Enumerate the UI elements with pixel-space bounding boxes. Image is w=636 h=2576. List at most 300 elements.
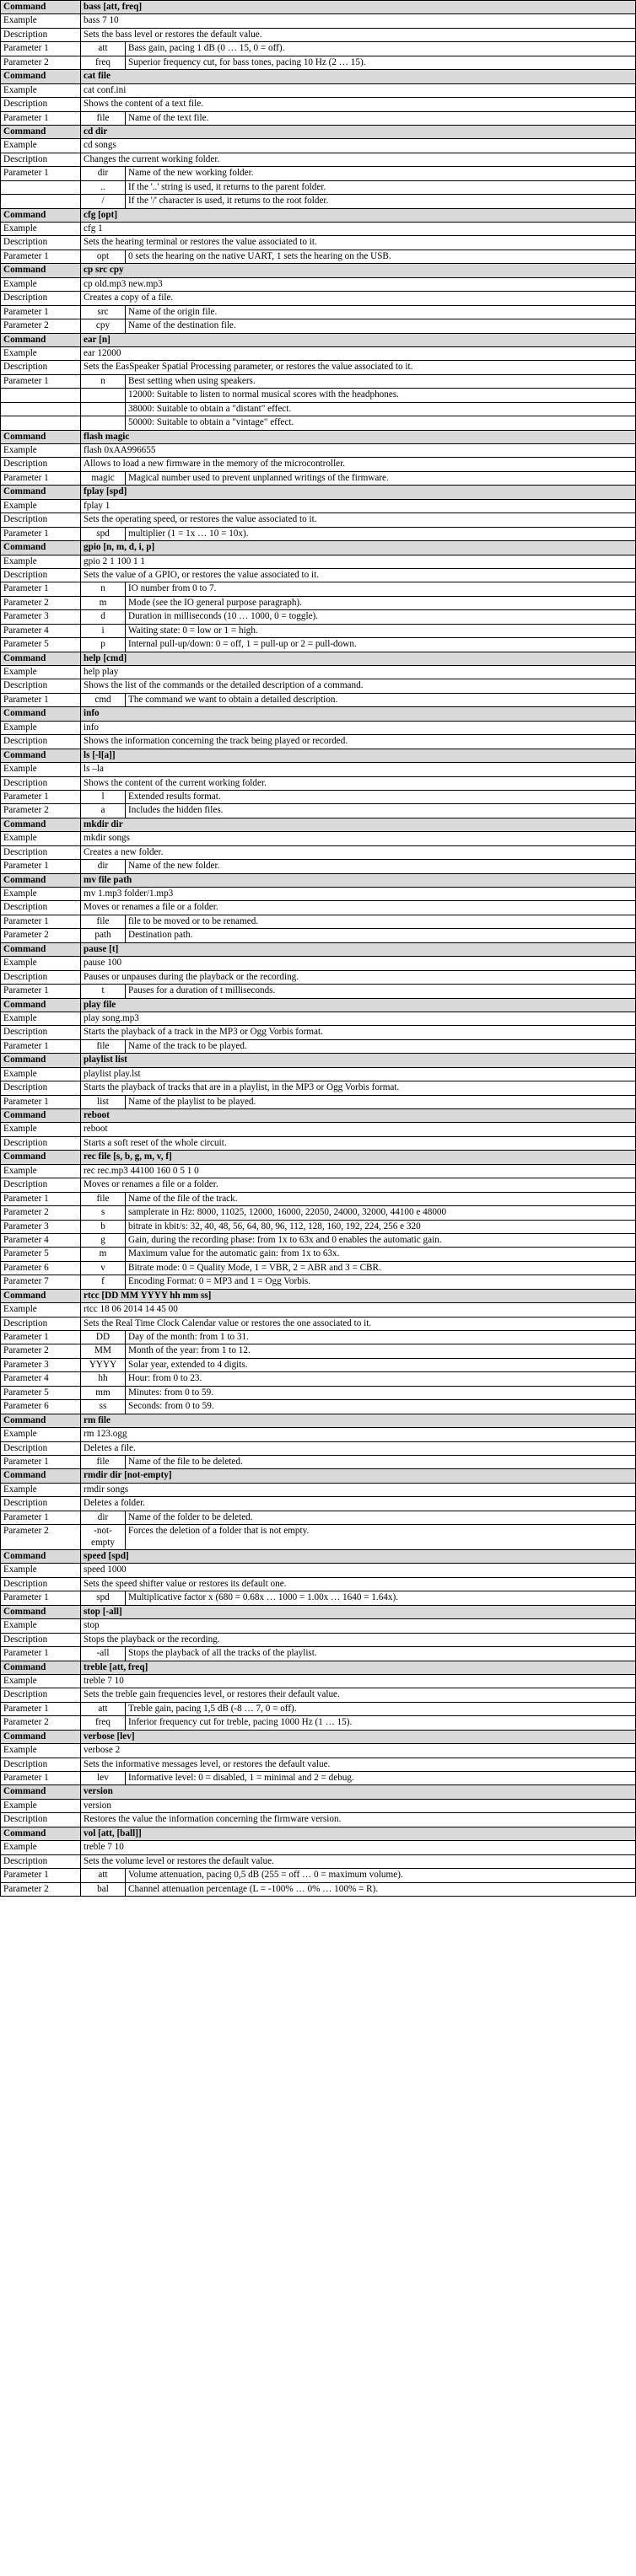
parameter-label: Parameter 6 xyxy=(1,1261,81,1275)
parameter-name: m xyxy=(81,596,126,609)
parameter-row xyxy=(1,1344,636,1358)
example-label: Example xyxy=(1,83,81,97)
parameter-row xyxy=(1,374,636,388)
parameter-row xyxy=(1,1220,636,1233)
parameter-description: Name of the destination file. xyxy=(126,319,636,333)
command-header-row xyxy=(1,652,636,665)
example-value: verbose 2 xyxy=(81,1744,636,1758)
parameter-row xyxy=(1,1525,636,1550)
command-header-row xyxy=(1,430,636,443)
command-syntax: cp src cpy xyxy=(81,264,636,277)
parameter-name: ss xyxy=(81,1400,126,1414)
command-label: Command xyxy=(1,1,81,14)
description-label: Description xyxy=(1,1854,81,1868)
parameter-name: t xyxy=(81,985,126,998)
command-header-row xyxy=(1,1730,636,1743)
example-label: Example xyxy=(1,1067,81,1081)
command-syntax: play file xyxy=(81,998,636,1012)
example-value: stop xyxy=(81,1619,636,1633)
example-label: Example xyxy=(1,1303,81,1317)
parameter-name: n xyxy=(81,582,126,596)
parameter-label: Parameter 1 xyxy=(1,915,81,928)
parameter-row xyxy=(1,471,636,485)
parameter-label: Parameter 2 xyxy=(1,1882,81,1896)
command-header-row xyxy=(1,749,636,762)
description-row xyxy=(1,1178,636,1192)
command-syntax: vol [att, [ball]] xyxy=(81,1827,636,1840)
description-row xyxy=(1,458,636,471)
description-value: Creates a new folder. xyxy=(81,845,636,859)
example-value: playlist play.lst xyxy=(81,1067,636,1081)
command-label: Command xyxy=(1,1550,81,1564)
parameter-name: att xyxy=(81,1869,126,1882)
parameter-description: Month of the year: from 1 to 12. xyxy=(126,1344,636,1358)
command-label: Command xyxy=(1,707,81,721)
parameter-description: Name of the file to be deleted. xyxy=(126,1455,636,1468)
command-syntax: cfg [opt] xyxy=(81,208,636,222)
parameter-row xyxy=(1,250,636,263)
example-row xyxy=(1,666,636,679)
parameter-label: Parameter 3 xyxy=(1,1220,81,1233)
parameter-description: multiplier (1 = 1x … 10 = 10x). xyxy=(126,527,636,540)
example-row xyxy=(1,499,636,513)
parameter-row xyxy=(1,1386,636,1399)
parameter-label: Parameter 1 xyxy=(1,693,81,706)
description-row xyxy=(1,1441,636,1455)
description-value: Deletes a folder. xyxy=(81,1497,636,1511)
parameter-label: Parameter 1 xyxy=(1,1591,81,1605)
command-header-row xyxy=(1,998,636,1012)
example-value: fplay 1 xyxy=(81,499,636,513)
example-row xyxy=(1,1428,636,1441)
parameter-name: cpy xyxy=(81,319,126,333)
description-label: Description xyxy=(1,1758,81,1771)
example-label: Example xyxy=(1,555,81,568)
description-row xyxy=(1,970,636,984)
command-header-row xyxy=(1,707,636,721)
parameter-name: file xyxy=(81,1455,126,1468)
parameter-label: Parameter 5 xyxy=(1,1386,81,1399)
command-header-row xyxy=(1,264,636,277)
parameter-row xyxy=(1,1095,636,1108)
parameter-name: / xyxy=(81,195,126,208)
parameter-description: Solar year, extended to 4 digits. xyxy=(126,1358,636,1371)
parameter-row xyxy=(1,638,636,652)
parameter-name: -not-empty xyxy=(81,1525,126,1550)
description-value: Shows the information concerning the track being played or recorded. xyxy=(81,735,636,749)
description-row xyxy=(1,901,636,915)
parameter-name: l xyxy=(81,790,126,803)
command-header-row xyxy=(1,1605,636,1618)
parameter-name: n xyxy=(81,374,126,388)
parameter-description: Extended results format. xyxy=(126,790,636,803)
parameter-label: Parameter 1 xyxy=(1,1511,81,1524)
command-syntax: help [cmd] xyxy=(81,652,636,665)
example-label: Example xyxy=(1,957,81,970)
parameter-description: Hour: from 0 to 23. xyxy=(126,1372,636,1386)
description-row xyxy=(1,153,636,166)
example-label: Example xyxy=(1,1164,81,1178)
parameter-name: path xyxy=(81,929,126,942)
parameter-description: IO number from 0 to 7. xyxy=(126,582,636,596)
parameter-label: Parameter 5 xyxy=(1,638,81,652)
description-value: Sets the bass level or restores the default value. xyxy=(81,28,636,41)
example-row xyxy=(1,888,636,901)
parameter-row xyxy=(1,180,636,194)
command-label: Command xyxy=(1,1469,81,1483)
parameter-description: Name of the new working folder. xyxy=(126,167,636,180)
parameter-description: Name of the file of the track. xyxy=(126,1192,636,1205)
parameter-description: Magical number used to prevent unplanned writings of the firmware. xyxy=(126,471,636,485)
example-value: cd songs xyxy=(81,139,636,153)
parameter-description: Encoding Format: 0 = MP3 and 1 = Ogg Vorbis. xyxy=(126,1275,636,1289)
example-value: mv 1.mp3 folder/1.mp3 xyxy=(81,888,636,901)
description-row xyxy=(1,1577,636,1591)
description-row xyxy=(1,735,636,749)
parameter-name xyxy=(81,416,126,430)
description-value: Starts a soft reset of the whole circuit. xyxy=(81,1136,636,1150)
example-row xyxy=(1,1619,636,1633)
parameter-description: file to be moved or to be renamed. xyxy=(126,915,636,928)
command-label: Command xyxy=(1,125,81,138)
command-label: Command xyxy=(1,486,81,499)
command-syntax: cd dir xyxy=(81,125,636,138)
parameter-name: bal xyxy=(81,1882,126,1896)
command-syntax: treble [att, freq] xyxy=(81,1661,636,1674)
command-header-row xyxy=(1,942,636,956)
description-value: Starts the playback of tracks that are in a playlist, in the MP3 or Ogg Vorbis format. xyxy=(81,1081,636,1095)
parameter-description: Stops the playback of all the tracks of the playlist. xyxy=(126,1647,636,1661)
description-row xyxy=(1,1317,636,1330)
parameter-description: Name of the folder to be deleted. xyxy=(126,1511,636,1524)
example-label: Example xyxy=(1,1564,81,1577)
description-label: Description xyxy=(1,1577,81,1591)
parameter-description: 0 sets the hearing on the native UART, 1 sets the hearing on the USB. xyxy=(126,250,636,263)
description-label: Description xyxy=(1,1688,81,1702)
parameter-name: i xyxy=(81,624,126,637)
description-value: Sets the value of a GPIO, or restores the value associated to it. xyxy=(81,568,636,582)
command-syntax: mkdir dir xyxy=(81,818,636,831)
parameter-description: Best setting when using speakers. xyxy=(126,374,636,388)
parameter-row xyxy=(1,389,636,402)
parameter-row xyxy=(1,1647,636,1661)
parameter-name: opt xyxy=(81,250,126,263)
parameter-row xyxy=(1,42,636,56)
command-syntax: ls [-l[a]] xyxy=(81,749,636,762)
command-header-row xyxy=(1,1469,636,1483)
parameter-name: f xyxy=(81,1275,126,1289)
parameter-name: DD xyxy=(81,1331,126,1344)
parameter-description: Name of the playlist to be played. xyxy=(126,1095,636,1108)
parameter-description: Bass gain, pacing 1 dB (0 … 15, 0 = off). xyxy=(126,42,636,56)
description-value: Restores the value the information concerning the firmware version. xyxy=(81,1813,636,1827)
command-syntax: playlist list xyxy=(81,1054,636,1067)
command-header-row xyxy=(1,1827,636,1840)
command-header-row xyxy=(1,1151,636,1164)
parameter-label: Parameter 1 xyxy=(1,111,81,125)
example-label: Example xyxy=(1,346,81,360)
command-syntax: reboot xyxy=(81,1109,636,1123)
command-label: Command xyxy=(1,873,81,887)
description-label: Description xyxy=(1,1178,81,1192)
parameter-description: Maximum value for the automatic gain: from 1x to 63x. xyxy=(126,1248,636,1261)
example-value: rtcc 18 06 2014 14 45 00 xyxy=(81,1303,636,1317)
description-row xyxy=(1,568,636,582)
parameter-name: v xyxy=(81,1261,126,1275)
description-label: Description xyxy=(1,98,81,111)
description-row xyxy=(1,1854,636,1868)
parameter-name: att xyxy=(81,42,126,56)
parameter-label: Parameter 1 xyxy=(1,374,81,388)
parameter-name: list xyxy=(81,1095,126,1108)
parameter-label: Parameter 2 xyxy=(1,1525,81,1550)
example-value: rec rec.mp3 44100 160 0 5 1 0 xyxy=(81,1164,636,1178)
parameter-name: a xyxy=(81,804,126,818)
command-syntax: stop [-all] xyxy=(81,1605,636,1618)
command-syntax: rec file [s, b, g, m, v, f] xyxy=(81,1151,636,1164)
parameter-row xyxy=(1,1400,636,1414)
parameter-name: att xyxy=(81,1702,126,1715)
parameter-label xyxy=(1,402,81,416)
example-label: Example xyxy=(1,1841,81,1854)
parameter-description: If the '/' character is used, it returns to the root folder. xyxy=(126,195,636,208)
parameter-label: Parameter 2 xyxy=(1,319,81,333)
description-label: Description xyxy=(1,845,81,859)
description-value: Sets the EasSpeaker Spatial Processing parameter, or restores the value associated to it. xyxy=(81,361,636,374)
parameter-label: Parameter 2 xyxy=(1,1716,81,1730)
command-label: Command xyxy=(1,333,81,346)
parameter-label: Parameter 1 xyxy=(1,1869,81,1882)
example-row xyxy=(1,277,636,291)
parameter-label: Parameter 4 xyxy=(1,1233,81,1247)
command-label: Command xyxy=(1,652,81,665)
description-row xyxy=(1,1633,636,1646)
parameter-label: Parameter 4 xyxy=(1,1372,81,1386)
command-header-row xyxy=(1,208,636,222)
command-label: Command xyxy=(1,942,81,956)
example-value: cfg 1 xyxy=(81,223,636,236)
parameter-description: Superior frequency cut, for bass tones, pacing 10 Hz (2 … 15). xyxy=(126,56,636,69)
description-value: Allows to load a new firmware in the memory of the microcontroller. xyxy=(81,458,636,471)
parameter-label: Parameter 1 xyxy=(1,1455,81,1468)
parameter-description: Name of the origin file. xyxy=(126,305,636,319)
example-row xyxy=(1,832,636,845)
description-label: Description xyxy=(1,236,81,250)
command-header-row xyxy=(1,1414,636,1427)
parameter-row xyxy=(1,1248,636,1261)
example-value: flash 0xAA996655 xyxy=(81,444,636,458)
description-row xyxy=(1,1026,636,1039)
command-syntax: bass [att, freq] xyxy=(81,1,636,14)
description-value: Creates a copy of a file. xyxy=(81,292,636,305)
example-label: Example xyxy=(1,277,81,291)
command-syntax: rtcc [DD MM YYYY hh mm ss] xyxy=(81,1289,636,1302)
parameter-label: Parameter 1 xyxy=(1,167,81,180)
parameter-description: Forces the deletion of a folder that is not empty. xyxy=(126,1525,636,1550)
command-syntax: speed [spd] xyxy=(81,1550,636,1564)
example-label: Example xyxy=(1,1428,81,1441)
command-syntax: mv file path xyxy=(81,873,636,887)
example-row xyxy=(1,1067,636,1081)
example-value: rmdir songs xyxy=(81,1483,636,1496)
description-row xyxy=(1,1081,636,1095)
example-row xyxy=(1,1483,636,1496)
description-row xyxy=(1,776,636,790)
example-value: gpio 2 1 100 1 1 xyxy=(81,555,636,568)
example-label: Example xyxy=(1,763,81,776)
parameter-label: Parameter 4 xyxy=(1,624,81,637)
command-syntax: version xyxy=(81,1785,636,1799)
parameter-row xyxy=(1,1358,636,1371)
description-value: Sets the operating speed, or restores the value associated to it. xyxy=(81,513,636,527)
example-label: Example xyxy=(1,499,81,513)
parameter-label: Parameter 2 xyxy=(1,929,81,942)
parameter-row xyxy=(1,1261,636,1275)
parameter-name: spd xyxy=(81,527,126,540)
command-label: Command xyxy=(1,208,81,222)
parameter-row xyxy=(1,1591,636,1605)
example-label: Example xyxy=(1,721,81,734)
parameter-row xyxy=(1,1275,636,1289)
command-syntax: rm file xyxy=(81,1414,636,1427)
example-label: Example xyxy=(1,1483,81,1496)
example-row xyxy=(1,721,636,734)
parameter-row xyxy=(1,1882,636,1896)
parameter-row xyxy=(1,195,636,208)
parameter-label: Parameter 2 xyxy=(1,596,81,609)
example-label: Example xyxy=(1,1799,81,1812)
example-value: pause 100 xyxy=(81,957,636,970)
parameter-row xyxy=(1,402,636,416)
parameter-row xyxy=(1,1206,636,1220)
command-label: Command xyxy=(1,1605,81,1618)
command-label: Command xyxy=(1,1414,81,1427)
example-row xyxy=(1,1164,636,1178)
command-header-row xyxy=(1,1785,636,1799)
parameter-name: magic xyxy=(81,471,126,485)
example-label: Example xyxy=(1,1123,81,1136)
command-header-row xyxy=(1,486,636,499)
command-header-row xyxy=(1,333,636,346)
parameter-description: Inferior frequency cut for treble, pacing 1000 Hz (1 … 15). xyxy=(126,1716,636,1730)
description-label: Description xyxy=(1,1136,81,1150)
command-header-row xyxy=(1,1109,636,1123)
description-label: Description xyxy=(1,513,81,527)
parameter-name: spd xyxy=(81,1591,126,1605)
description-row xyxy=(1,236,636,250)
parameter-row xyxy=(1,624,636,637)
example-row xyxy=(1,346,636,360)
description-label: Description xyxy=(1,1317,81,1330)
description-row xyxy=(1,1497,636,1511)
parameter-row xyxy=(1,929,636,942)
example-row xyxy=(1,444,636,458)
description-label: Description xyxy=(1,679,81,693)
description-value: Sets the treble gain frequencies level, or restores their default value. xyxy=(81,1688,636,1702)
command-syntax: pause [t] xyxy=(81,942,636,956)
example-label: Example xyxy=(1,666,81,679)
parameter-name: hh xyxy=(81,1372,126,1386)
description-label: Description xyxy=(1,568,81,582)
parameter-label: Parameter 2 xyxy=(1,56,81,69)
parameter-row xyxy=(1,582,636,596)
example-value: speed 1000 xyxy=(81,1564,636,1577)
parameter-label: Parameter 3 xyxy=(1,1358,81,1371)
description-row xyxy=(1,845,636,859)
example-value: ear 12000 xyxy=(81,346,636,360)
parameter-description: Internal pull-up/down: 0 = off, 1 = pull-up or 2 = pull-down. xyxy=(126,638,636,652)
parameter-description: Name of the text file. xyxy=(126,111,636,125)
example-label: Example xyxy=(1,1012,81,1025)
parameter-row xyxy=(1,1372,636,1386)
command-syntax: verbose [lev] xyxy=(81,1730,636,1743)
parameter-row xyxy=(1,305,636,319)
parameter-label: Parameter 1 xyxy=(1,1331,81,1344)
example-value: play song.mp3 xyxy=(81,1012,636,1025)
parameter-description: Seconds: from 0 to 59. xyxy=(126,1400,636,1414)
description-label: Description xyxy=(1,1497,81,1511)
parameter-row xyxy=(1,1039,636,1053)
parameter-description: Treble gain, pacing 1,5 dB (-8 … 7, 0 = off). xyxy=(126,1702,636,1715)
example-value: help play xyxy=(81,666,636,679)
description-value: Deletes a file. xyxy=(81,1441,636,1455)
description-label: Description xyxy=(1,153,81,166)
example-value: mkdir songs xyxy=(81,832,636,845)
parameter-name: -all xyxy=(81,1647,126,1661)
parameter-row xyxy=(1,596,636,609)
parameter-description: 12000: Suitable to listen to normal musical scores with the headphones. xyxy=(126,389,636,402)
parameter-label: Parameter 1 xyxy=(1,305,81,319)
parameter-label: Parameter 6 xyxy=(1,1400,81,1414)
parameter-row xyxy=(1,1331,636,1344)
command-label: Command xyxy=(1,1661,81,1674)
example-label: Example xyxy=(1,1744,81,1758)
parameter-label: Parameter 3 xyxy=(1,610,81,624)
description-value: Sets the volume level or restores the default value. xyxy=(81,1854,636,1868)
example-label: Example xyxy=(1,14,81,28)
description-row xyxy=(1,1813,636,1827)
parameter-name: m xyxy=(81,1248,126,1261)
parameter-row xyxy=(1,1702,636,1715)
parameter-label: Parameter 1 xyxy=(1,1039,81,1053)
parameter-label: Parameter 5 xyxy=(1,1248,81,1261)
parameter-name: s xyxy=(81,1206,126,1220)
example-row xyxy=(1,1123,636,1136)
parameter-name: freq xyxy=(81,1716,126,1730)
description-row xyxy=(1,1758,636,1771)
parameter-description: 50000: Suitable to obtain a "vintage" effect. xyxy=(126,416,636,430)
description-label: Description xyxy=(1,735,81,749)
parameter-description: Destination path. xyxy=(126,929,636,942)
command-syntax: fplay [spd] xyxy=(81,486,636,499)
parameter-name: cmd xyxy=(81,693,126,706)
parameter-name: file xyxy=(81,1039,126,1053)
description-label: Description xyxy=(1,970,81,984)
description-value: Shows the content of a text file. xyxy=(81,98,636,111)
command-syntax: ear [n] xyxy=(81,333,636,346)
description-label: Description xyxy=(1,458,81,471)
example-row xyxy=(1,1744,636,1758)
parameter-description: Channel attenuation percentage (L = -100% … 0% … 100% = R). xyxy=(126,1882,636,1896)
parameter-description: Day of the month: from 1 to 31. xyxy=(126,1331,636,1344)
command-label: Command xyxy=(1,70,81,83)
example-value: bass 7 10 xyxy=(81,14,636,28)
parameter-label xyxy=(1,416,81,430)
parameter-name xyxy=(81,402,126,416)
parameter-label: Parameter 1 xyxy=(1,582,81,596)
parameter-label: Parameter 2 xyxy=(1,804,81,818)
description-label: Description xyxy=(1,1081,81,1095)
